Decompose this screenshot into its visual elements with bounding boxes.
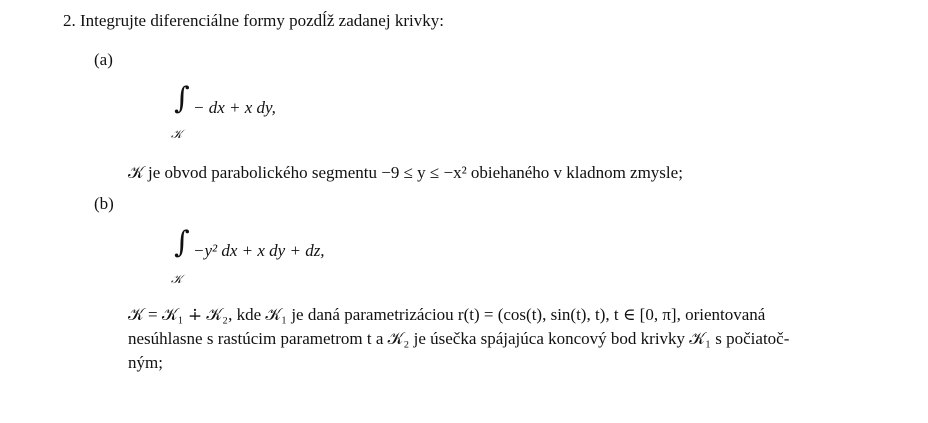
part-a-integrand: − dx + x dy, bbox=[193, 98, 276, 117]
part-a-integral-subscript: 𝒦 bbox=[171, 127, 183, 141]
part-a-label: (a) bbox=[94, 50, 113, 69]
part-b-integral-subscript: 𝒦 bbox=[171, 272, 183, 286]
part-a-integral-sign: ∫ bbox=[174, 81, 190, 116]
part-b-integrand: −y² dx + x dy + dz, bbox=[193, 241, 325, 260]
problem-heading: 2. Integrujte diferenciálne formy pozdĺž zadanej krivky: bbox=[63, 11, 444, 30]
part-b-description-line-3: ným; bbox=[128, 353, 163, 372]
part-b-integral-sign: ∫ bbox=[174, 225, 190, 260]
part-b-label: (b) bbox=[94, 194, 114, 213]
part-a-description: 𝒦 je obvod parabolického segmentu −9 ≤ y ≤ −x² obiehaného v kladnom zmysle; bbox=[128, 163, 683, 182]
part-b-description-line-2: nesúhlasne s rastúcim parametrom t a 𝒦₂ je úsečka spájajúca koncový bod krivky 𝒦₁ s počiatoč- bbox=[128, 329, 790, 348]
part-b-description-line-1: 𝒦 = 𝒦₁ ∔ 𝒦₂, kde 𝒦₁ je daná parametrizáciou r(t) = (cos(t), sin(t), t), t ∈ [0, π], orientovaná bbox=[128, 305, 766, 324]
